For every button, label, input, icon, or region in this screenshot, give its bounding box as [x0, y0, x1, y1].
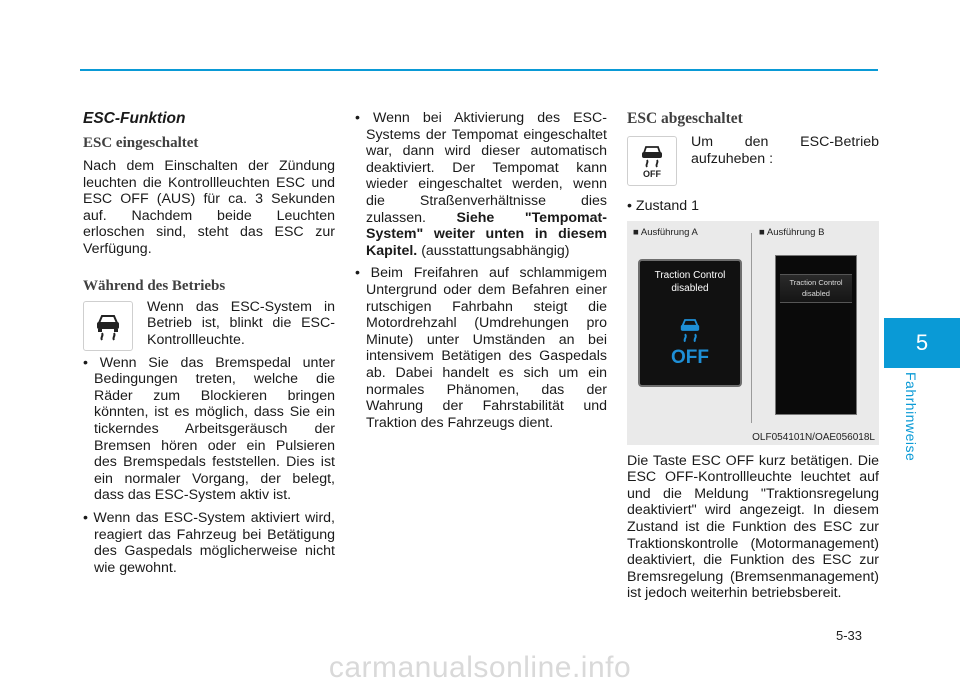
- figure-caption: OLF054101N/OAE056018L: [752, 431, 875, 443]
- display-a-off: OFF: [671, 346, 709, 368]
- section-heading: ESC-Funktion: [83, 110, 186, 127]
- watermark: carmanualsonline.info: [328, 651, 632, 684]
- column-1: [83, 110, 335, 576]
- bullet-cruise-reference: Siehe "Tempomat-System" weiter unten in diesem Kapitel.: [366, 209, 607, 259]
- bullet-state-1: • Zustand 1: [627, 198, 700, 214]
- display-a-line1: Traction Control: [654, 269, 726, 281]
- esc-off-row: [627, 136, 879, 186]
- figure-label-a: ■ Ausführung A: [633, 226, 698, 238]
- display-b-message-panel: [780, 274, 852, 303]
- subheading-esc-off: ESC abgeschaltet: [627, 110, 743, 127]
- display-version-a: [638, 259, 742, 387]
- column-2: [355, 110, 607, 431]
- esc-indicator-row: [83, 298, 335, 351]
- esc-indicator-icon: [83, 301, 133, 351]
- esc-indicator-text: Wenn das ESC-System in Betrieb ist, blinkt die ESC-Kontrollleuchte.: [147, 298, 335, 348]
- subheading-esc-on: ESC eingeschaltet: [83, 135, 199, 151]
- bullet-throttle: • Wenn das ESC-System aktiviert wird, reagiert das Fahrzeug bei Betätigung des Gaspedals möglicherweise nicht wie gewohnt.: [83, 509, 335, 576]
- page-number: 5-33: [836, 628, 863, 643]
- top-rule: [80, 69, 878, 71]
- display-b-line2: disabled: [802, 288, 830, 298]
- figure-label-b: ■ Ausführung B: [759, 226, 825, 238]
- paragraph-esc-on: Nach dem Einschalten der Zündung leuchten die Kontrollleuchten ESC und ESC OFF (AUS) für ca. 3 Sekunden auf. Nachdem beide Leuchten erloschen sind, steht das ESC zur Verfügung.: [83, 158, 335, 257]
- esc-off-text: Um den ESC-Betrieb aufzuheben :: [691, 134, 879, 167]
- bullet-muddy-road: • Beim Freifahren auf schlammigem Untergrund oder dem Befahren einer rutschigen Fahrbahn steigt die Motordrehzahl (Umdrehungen pro Minute) unter Umständen an bei intensivem Betätigen des Gaspedals ab. Dabei handelt es sich um ein normales Phänomen, das der Wahrung der Fahrstabilität und Traktion des Fahrzeugs dient.: [355, 265, 607, 431]
- bullet-cruise-control: [355, 110, 607, 259]
- bullet-brake: • Wenn Sie das Bremspedal unter Bedingungen treten, welche die Räder zum Blockieren bringen könnten, ist es möglich, dass Sie ein tickerndes Arbeitsgeräusch der Bremsen hören oder ein Pulsieren des Bremspedals feststellen. Dies ist ein normaler Vorgang, der belegt, dass das ESC-System aktiv ist.: [83, 354, 335, 504]
- subheading-during-operation: Während des Betriebs: [83, 277, 226, 294]
- paragraph-esc-off: Die Taste ESC OFF kurz betätigen. Die ESC OFF-Kontrollleuchte leuchtet auf und die Meldung "Traktionsregelung deaktiviert" wird angezeigt. In diesem Zustand ist die Funktion des ESC zur Traktionskontrolle (Motormanagement) deaktiviert, die Funktion des ESC zur Bremsregelung (Bremsenmanagement) ist jedoch weiterhin betriebsbereit.: [627, 452, 879, 602]
- display-b-line1: Traction Control: [789, 277, 843, 287]
- esc-off-display-icon: [675, 315, 705, 350]
- bullet-cruise-note: (ausstattungsabhängig): [417, 242, 570, 259]
- cluster-display-figure: [627, 221, 879, 445]
- figure-divider: [751, 233, 752, 423]
- display-version-b: [775, 255, 857, 415]
- chapter-tab: 5: [884, 318, 960, 368]
- esc-off-icon-label: OFF: [643, 169, 661, 179]
- chapter-label: Fahrhinweise: [903, 372, 919, 462]
- display-a-line2: disabled: [671, 282, 709, 294]
- column-3: [627, 110, 879, 602]
- esc-off-icon: [627, 136, 677, 186]
- bullet-cruise-text: • Wenn bei Aktivierung des ESC-Systems der Tempomat eingeschaltet war, dann wird dieser automatisch deaktiviert. Der Tempomat kann wieder eingeschaltet werden, wenn die Straßenverhältnisse dies zulassen.: [355, 110, 607, 226]
